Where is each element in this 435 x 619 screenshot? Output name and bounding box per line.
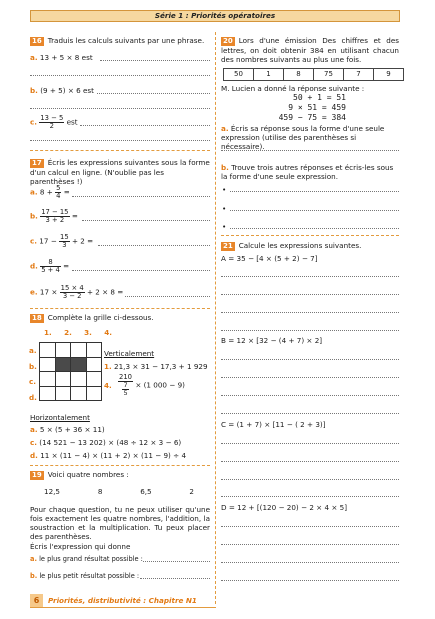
answer-line[interactable] bbox=[140, 578, 210, 579]
bullet: • bbox=[222, 204, 227, 213]
chapter-footer: Priorités, distributivité : Chapitre N1 bbox=[48, 596, 197, 605]
lucien-calculations: 50 + 1 = 51 9 × 51 = 459 459 − 75 = 384 bbox=[278, 93, 346, 122]
ex17-item-b: b. $\frac{17 - 15}{3 + 2}$ = bbox=[30, 208, 78, 224]
answer-line[interactable] bbox=[221, 562, 399, 563]
four-numbers: 12,5 8 6,5 2 bbox=[44, 487, 194, 496]
answer-line[interactable] bbox=[98, 245, 210, 246]
answer-line[interactable] bbox=[125, 296, 210, 297]
fraction: $\frac{13 - 5}{2}$ bbox=[40, 114, 64, 130]
ex19-item-b: b. le plus petit résultat possible : bbox=[30, 572, 140, 580]
answer-line[interactable] bbox=[221, 359, 399, 360]
answer-line[interactable] bbox=[221, 312, 399, 313]
vertical-clue-4: 4. $\frac{210}{\frac{7}{5}}$ × (1 000 − 9) bbox=[104, 373, 185, 397]
grid-row-headers: a. b. c. d. bbox=[29, 346, 37, 402]
answer-line[interactable] bbox=[221, 150, 399, 151]
answer-line[interactable] bbox=[221, 443, 399, 444]
horizontal-clue-c: c. (14 521 − 13 202) × (48 ÷ 12 × 3 − 6) bbox=[30, 438, 182, 447]
answer-line[interactable] bbox=[221, 544, 399, 545]
answer-line[interactable] bbox=[143, 561, 210, 562]
answer-line[interactable] bbox=[97, 93, 210, 94]
exercise-18-prompt: 18 Complète la grille ci-dessous. bbox=[32, 313, 154, 322]
exercise-number: 16 bbox=[32, 37, 42, 45]
bullet: • bbox=[222, 185, 227, 194]
ex17-item-e: e. 17 × $\frac{15 \times 4}{3 - 2}$ + 2 × 8 = bbox=[30, 284, 124, 300]
ex20-item-a: a. Écris sa réponse sous la forme d'une seule expression (utilise des parenthèses si nécessaire). bbox=[221, 124, 385, 151]
ex17-item-a: a. 8 + $\frac{5}{4}$ = bbox=[30, 184, 70, 200]
answer-line[interactable] bbox=[30, 108, 210, 109]
ex17-item-c: c. 17 − $\frac{15}{3}$ + 2 = bbox=[30, 233, 94, 249]
answer-line[interactable] bbox=[221, 377, 399, 378]
bullet: • bbox=[222, 222, 227, 231]
grid-column-headers: 1. 2. 3. 4. bbox=[44, 328, 112, 337]
ex19-instruction: Écris l'expression qui donne bbox=[30, 542, 131, 551]
series-banner: Série 1 : Priorités opératoires bbox=[30, 10, 400, 22]
column-separator bbox=[215, 32, 216, 604]
answer-line[interactable] bbox=[221, 276, 399, 277]
answer-line[interactable] bbox=[221, 395, 399, 396]
answer-line[interactable] bbox=[221, 580, 399, 581]
horizontal-clue-d: d. 11 × (11 − 4) × (11 + 2) × (11 − 9) ÷ 4 bbox=[30, 451, 187, 460]
horizontal-clue-a: a. 5 × (5 + 36 × 11) bbox=[30, 425, 105, 434]
answer-line[interactable] bbox=[221, 479, 399, 480]
ex16-item-c: c. $\frac{13 - 5}{2}$ est bbox=[30, 114, 78, 130]
answer-line[interactable] bbox=[221, 526, 399, 527]
answer-line[interactable] bbox=[221, 461, 399, 462]
answer-line[interactable] bbox=[230, 228, 399, 229]
numbers-table: 50 1 8 75 7 9 bbox=[223, 68, 404, 81]
answer-line[interactable] bbox=[72, 196, 210, 197]
answer-line[interactable] bbox=[221, 496, 399, 497]
exercise-21-prompt: 21 Calcule les expressions suivantes. bbox=[223, 241, 362, 250]
horizontal-heading: Horizontalement bbox=[30, 413, 90, 422]
crossword-grid bbox=[39, 342, 102, 401]
answer-line[interactable] bbox=[30, 140, 210, 141]
answer-line[interactable] bbox=[221, 294, 399, 295]
answer-line[interactable] bbox=[72, 270, 210, 271]
answer-line[interactable] bbox=[221, 330, 399, 331]
answer-line[interactable] bbox=[30, 75, 210, 76]
footer-rule bbox=[30, 607, 216, 608]
answer-line[interactable] bbox=[80, 125, 210, 126]
answer-line[interactable] bbox=[230, 191, 399, 192]
expression-B: B = 12 × [32 − (4 + 7) × 2] bbox=[221, 336, 323, 345]
answer-line[interactable] bbox=[221, 413, 399, 414]
answer-line[interactable] bbox=[82, 220, 210, 221]
ex20-item-b: b. Trouve trois autres réponses et écris-les sous la forme d'une seule expression. bbox=[221, 163, 394, 181]
expression-D: D = 12 + [(120 − 20) − 2 × 4 × 5] bbox=[221, 503, 348, 512]
exercise-divider bbox=[30, 308, 210, 309]
ex16-item-b: b. (9 + 5) × 6 est bbox=[30, 86, 94, 95]
ex19-item-a: a. le plus grand résultat possible : bbox=[30, 555, 143, 563]
exercise-16-prompt: 16 Traduis les calculs suivants par une phrase. bbox=[32, 36, 205, 45]
lucien-answer-intro: M. Lucien a donné la réponse suivante : bbox=[221, 84, 365, 93]
expression-C: C = (1 + 7) × [11 − ( 2 + 3)] bbox=[221, 420, 326, 429]
ex17-item-d: d. $\frac{8}{5 + 4}$ = bbox=[30, 258, 70, 274]
ex19-paragraph: Pour chaque question, tu ne peux utiliser qu'une fois exactement les quatre nombres, l'addition, la soustraction et la multiplication. Tu peux placer des parenthèses. bbox=[30, 505, 210, 541]
vertical-heading: Verticalement bbox=[104, 349, 155, 358]
exercise-divider bbox=[30, 465, 210, 466]
answer-line[interactable] bbox=[230, 210, 399, 211]
ex16-item-a: a. 13 + 5 × 8 est bbox=[30, 53, 93, 62]
vertical-clue-1: 1. 21,3 × 31 − 17,3 + 1 929 bbox=[104, 362, 208, 371]
expression-A: A = 35 − [4 × (5 + 2) − 7] bbox=[221, 254, 318, 263]
page-number: 6 bbox=[30, 594, 43, 607]
answer-line[interactable] bbox=[100, 60, 210, 61]
exercise-17-prompt: 17 Écris les expressions suivantes sous la forme d'un calcul en ligne. (N'oublie pas les parenthèses !) bbox=[30, 158, 210, 186]
exercise-divider bbox=[221, 235, 399, 236]
exercise-divider bbox=[30, 150, 210, 151]
exercise-19-prompt: 19 Voici quatre nombres : bbox=[32, 470, 129, 479]
exercise-20-intro: 20 Lors d'une émission Des chiffres et des lettres, on doit obtenir 384 en utilisant chacun des nombres suivants au plus une fois. bbox=[221, 36, 399, 64]
